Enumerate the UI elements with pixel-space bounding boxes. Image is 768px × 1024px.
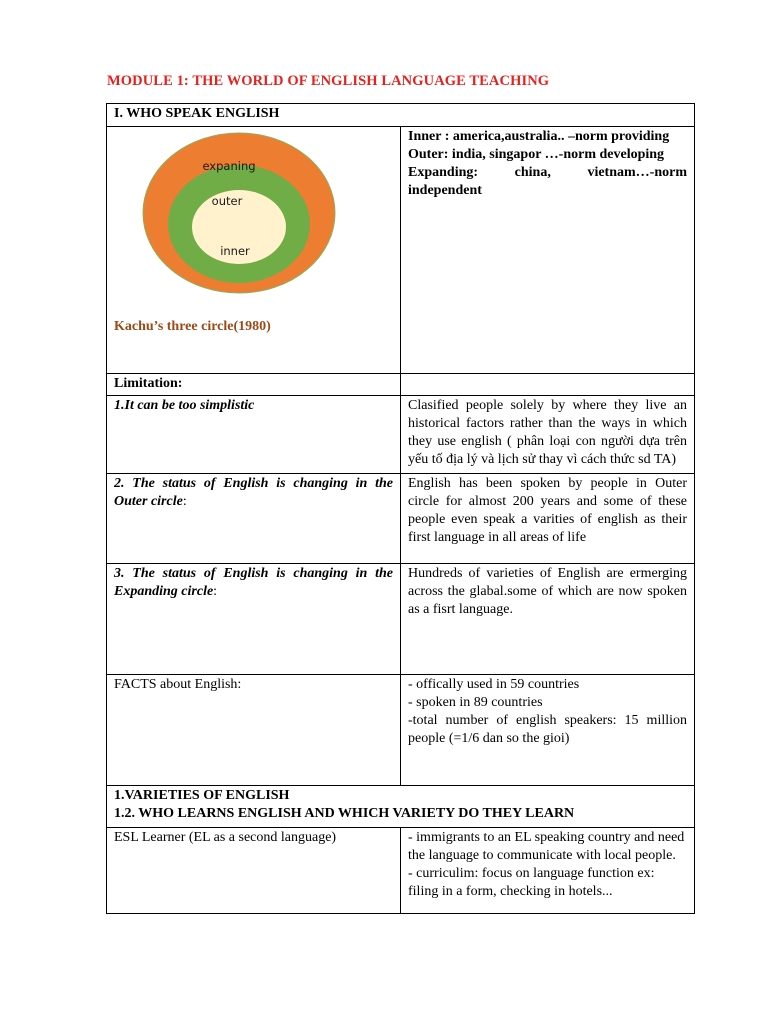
limitation-point-text: 1.It can be too simplistic xyxy=(114,398,255,413)
limitation-row-1 xyxy=(107,396,695,474)
expanding-description-end: independent xyxy=(408,183,482,198)
section2-heading xyxy=(107,786,695,828)
expanding-word: vietnam…-norm xyxy=(587,165,687,180)
limitation-point-suffix: : xyxy=(213,584,218,599)
limitation-point xyxy=(107,474,401,564)
fact-item: - offically used in 59 countries xyxy=(408,677,580,692)
esl-label: ESL Learner (EL as a second language) xyxy=(107,828,401,914)
circles-svg xyxy=(141,131,341,299)
limitation-point-suffix: : xyxy=(182,494,187,509)
expanding-word: china, xyxy=(514,165,551,180)
limitation-point-text: 2. The status of English is changing in the Outer circle xyxy=(114,476,393,509)
facts-list xyxy=(401,675,695,786)
module-title: MODULE 1: THE WORLD OF ENGLISH LANGUAGE TEACHING xyxy=(107,73,550,89)
expanding-description xyxy=(408,164,687,182)
fact-item: - spoken in 89 countries xyxy=(408,695,543,710)
content-table xyxy=(106,103,695,914)
outer-label: outer xyxy=(211,194,243,208)
limitation-point xyxy=(107,564,401,675)
limitation-empty-cell xyxy=(401,374,695,396)
circles-row xyxy=(107,127,695,374)
limitation-explanation: Clasified people solely by where they live an historical factors rather than the ways in which they use english ( phân loại con người dựa trên yếu tố địa lý và lịch sử thay vì cách thức sd TA) xyxy=(401,396,695,474)
inner-description: Inner : america,australia.. –norm providing xyxy=(408,129,670,144)
facts-label: FACTS about English: xyxy=(107,675,401,786)
esl-item: - curriculim: focus on language function ex: filing in a form, checking in hotels... xyxy=(408,866,655,899)
limitation-point-text: 3. The status of English is changing in the Expanding circle xyxy=(114,566,393,599)
section-heading-row xyxy=(107,104,695,127)
expanding-word: Expanding: xyxy=(408,165,479,180)
limitation-header: Limitation: xyxy=(107,374,401,396)
facts-row xyxy=(107,675,695,786)
varieties-heading: 1.VARIETIES OF ENGLISH xyxy=(114,788,290,803)
limitation-row-3 xyxy=(107,564,695,675)
limitation-explanation: Hundreds of varieties of English are ermerging across the glabal.some of which are now spoken as a fisrt language. xyxy=(401,564,695,675)
esl-item: - immigrants to an EL speaking country and need the language to communicate with local people. xyxy=(408,830,685,863)
limitation-point xyxy=(107,396,401,474)
expanding-label: expaning xyxy=(202,159,256,173)
outer-description: Outer: india, singapor …-norm developing xyxy=(408,147,665,162)
esl-description xyxy=(401,828,695,914)
fact-item: -total number of english speakers: 15 million people (=1/6 dan so the gioi) xyxy=(408,713,687,746)
three-circles-diagram xyxy=(114,128,393,308)
esl-row xyxy=(107,828,695,914)
section2-heading-row xyxy=(107,786,695,828)
who-learns-heading: 1.2. WHO LEARNS ENGLISH AND WHICH VARIETY DO THEY LEARN xyxy=(114,806,575,821)
limitation-explanation: English has been spoken by people in Outer circle for almost 200 years and some of these people even speak a varities of english as their first language in all areas of life xyxy=(401,474,695,564)
limitation-row xyxy=(107,374,695,396)
limitation-row-2 xyxy=(107,474,695,564)
inner-label: inner xyxy=(220,244,250,258)
section-heading: I. WHO SPEAK ENGLISH xyxy=(107,104,695,127)
diagram-caption: Kachu’s three circle(1980) xyxy=(114,319,271,334)
diagram-cell xyxy=(107,127,401,374)
circles-description xyxy=(401,127,695,374)
